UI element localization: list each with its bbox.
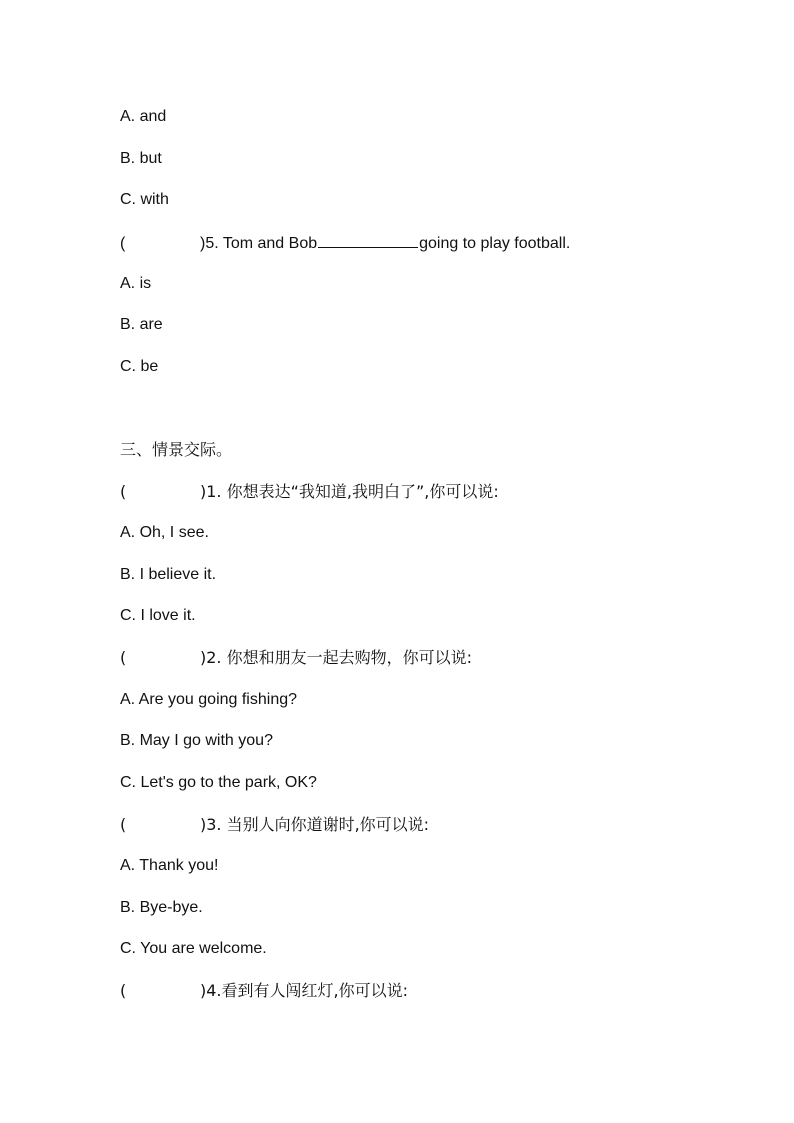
- option-s3q2-c: C. Let's go to the park, OK?: [120, 774, 317, 791]
- question-stem: )2. 你想和朋友一起去购物，你可以说:: [200, 648, 472, 667]
- option-s3q1-a: A. Oh, I see.: [120, 524, 209, 541]
- option-q5-a: A. is: [120, 275, 152, 292]
- option-s3q3-c: C. You are welcome.: [120, 940, 267, 957]
- section-3-question-4: [120, 980, 408, 1002]
- question-stem: )1. 你想表达“我知道,我明白了”,你可以说:: [200, 482, 499, 501]
- option-s3q3-b: B. Bye-bye.: [120, 899, 203, 916]
- answer-paren: (: [120, 815, 127, 834]
- question-5: [120, 231, 570, 253]
- option-s3q2-b: B. May I go with you?: [120, 732, 273, 749]
- section-3-heading: 三、情景交际。: [120, 440, 233, 459]
- answer-paren: (: [120, 235, 126, 252]
- section-3-question-1: [120, 481, 499, 503]
- option-s3q2-a: A. Are you going fishing?: [120, 691, 298, 708]
- question-stem: )4.看到有人闯红灯,你可以说:: [200, 981, 408, 1000]
- option-q5-b: B. are: [120, 316, 163, 333]
- answer-paren: (: [120, 981, 127, 1000]
- question-5-stem-end: going to play football.: [419, 235, 571, 252]
- option-q4-a: A. and: [120, 108, 167, 125]
- option-s3q3-a: A. Thank you!: [120, 857, 219, 874]
- section-3-question-3: [120, 814, 429, 836]
- option-q4-c: C. with: [120, 191, 169, 208]
- option-q5-c: C. be: [120, 358, 159, 375]
- option-q4-b: B. but: [120, 150, 162, 167]
- answer-paren: (: [120, 482, 127, 501]
- question-stem: )3. 当别人向你道谢时,你可以说:: [200, 815, 430, 834]
- option-s3q1-c: C. I love it.: [120, 607, 196, 624]
- option-s3q1-b: B. I believe it.: [120, 566, 217, 583]
- question-5-stem: )5. Tom and Bob: [200, 235, 318, 252]
- fill-blank: [318, 231, 418, 248]
- answer-paren: (: [120, 648, 127, 667]
- section-3-question-2: [120, 647, 472, 669]
